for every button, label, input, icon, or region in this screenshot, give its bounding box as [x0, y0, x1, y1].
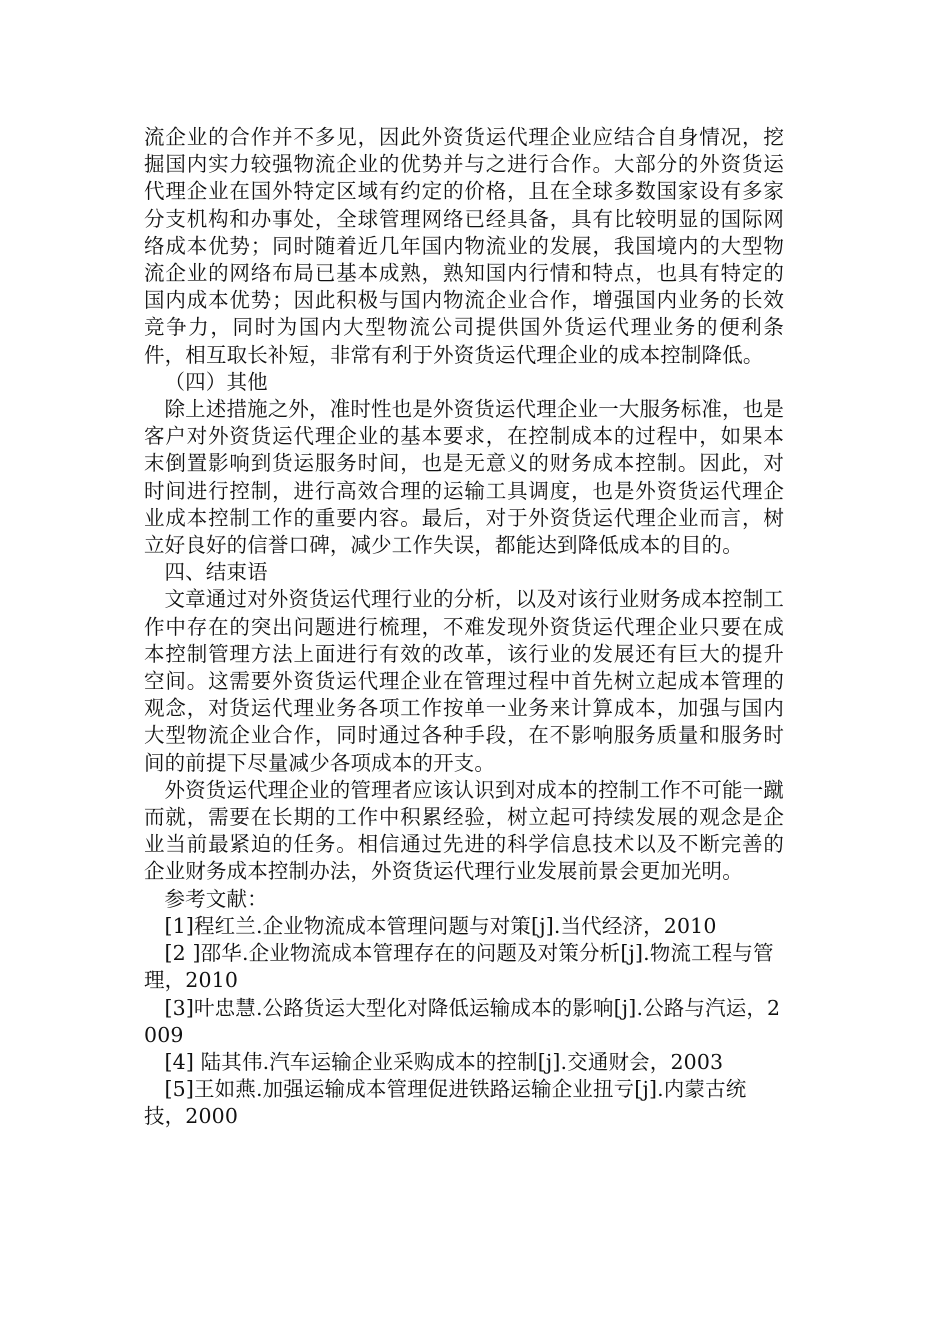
reference-item: [5]王如燕.加强运输成本管理促进铁路运输企业扭亏[j].内蒙古统技，2000: [144, 1077, 747, 1129]
section-heading-other: （四）其他: [164, 369, 268, 394]
paragraph-conclusion-2: 外资货运代理企业的管理者应该认识到对成本的控制工作不可能一蹴而就，需要在长期的工作中积累经验，树立起可持续发展的观念是企业当前最紧迫的任务。相信通过先进的科学信息技术以及不断完善的企业财务成本控制办法，外资货运代理行业发展前景会更加光明。: [144, 777, 784, 884]
article-body: [144, 124, 784, 1131]
paragraph-punctuality: 除上述措施之外，准时性也是外资货运代理企业一大服务标准，也是客户对外资货运代理企业的基本要求，在控制成本的过程中，如果本末倒置影响到货运服务时间，也是无意义的财务成本控制。因此，对时间进行控制，进行高效合理的运输工具调度，也是外资货运代理企业成本控制工作的重要内容。最后，对于外资货运代理企业而言，树立好良好的信誉口碑，减少工作失误，都能达到降低成本的目的。: [144, 397, 784, 558]
reference-item: [4] 陆其伟.汽车运输企业采购成本的控制[j].交通财会，2003: [164, 1049, 724, 1074]
reference-item: [2 ]邵华.企业物流成本管理存在的问题及对策分析[j].物流工程与管理，2010: [144, 941, 774, 993]
reference-item: [1]程红兰.企业物流成本管理问题与对策[j].当代经济，2010: [164, 913, 717, 938]
references-heading: 参考文献：: [164, 886, 268, 911]
paragraph-conclusion-1: 文章通过对外资货运代理行业的分析，以及对该行业财务成本控制工作中存在的突出问题进行梳理，不难发现外资货运代理企业只要在成本控制管理方法上面进行有效的改革，该行业的发展还有巨大的提升空间。这需要外资货运代理企业在管理过程中首先树立起成本管理的观念，对货运代理业务各项工作按单一业务来计算成本，加强与国内大型物流企业合作，同时通过各种手段，在不影响服务质量和服务时间的前提下尽量减少各项成本的开支。: [144, 587, 784, 775]
reference-item: [3]叶忠慧.公路货运大型化对降低运输成本的影响[j].公路与汽运，2009: [144, 995, 781, 1047]
paragraph-cooperation: 流企业的合作并不多见，因此外资货运代理企业应结合自身情况，挖掘国内实力较强物流企业的优势并与之进行合作。大部分的外资货运代理企业在国外特定区域有约定的价格，且在全球多数国家设有多家分支机构和办事处，全球管理网络已经具备，具有比较明显的国际网络成本优势；同时随着近几年国内物流业的发展，我国境内的大型物流企业的网络布局已基本成熟，熟知国内行情和特点，也具有特定的国内成本优势；因此积极与国内物流企业合作，增强国内业务的长效竞争力，同时为国内大型物流公司提供国外货运代理业务的便利条件，相互取长补短，非常有利于外资货运代理企业的成本控制降低。: [144, 125, 784, 367]
section-heading-conclusion: 四、结束语: [164, 560, 268, 585]
